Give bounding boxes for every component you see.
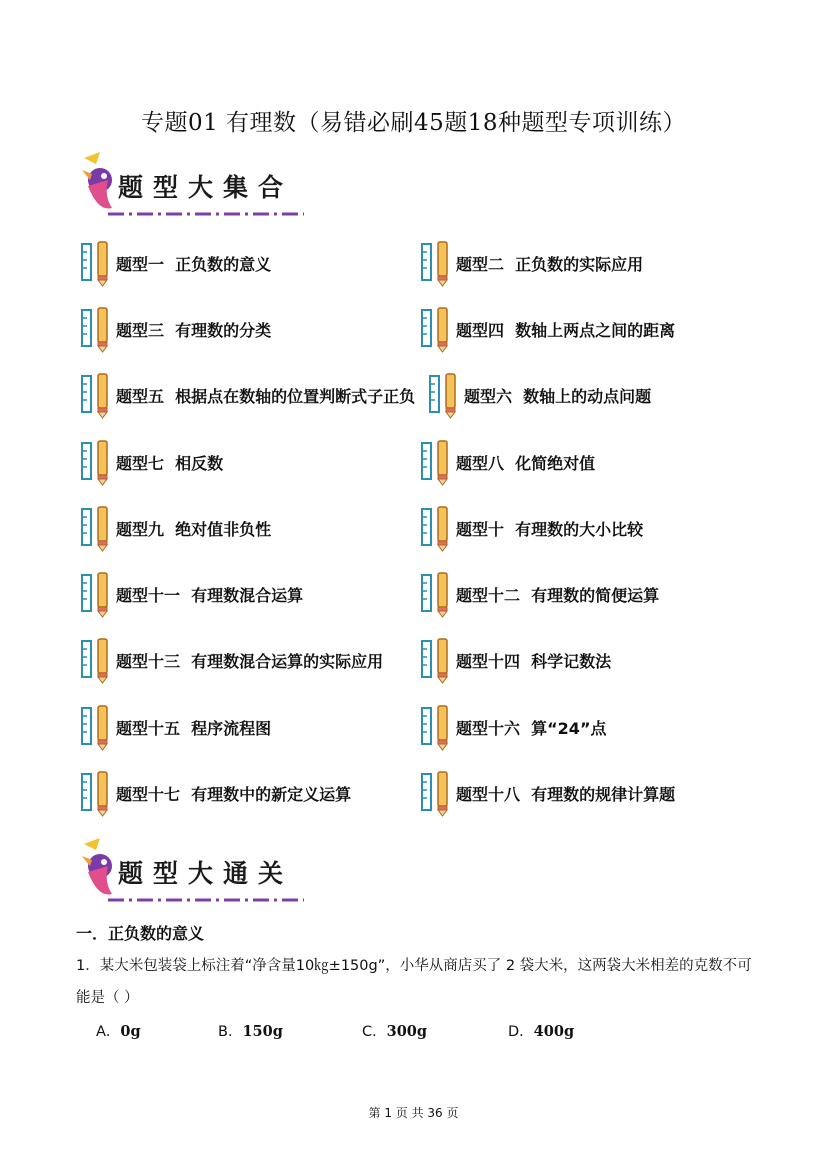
option-a[interactable]: A．0g [96,1023,141,1040]
topic-label: 题型六 数轴上的动点问题 [464,386,652,406]
ruler-pencil-icon [420,437,454,487]
ruler-pencil-icon [420,569,454,619]
ruler-pencil-icon [420,238,454,288]
ruler-pencil-icon [80,304,114,354]
ruler-pencil-icon [428,370,462,420]
topic-item[interactable] [428,370,651,420]
question-text: 1．某大米包装袋上标注着“净含量10㎏±150g”，小华从商店买了 2 袋大米，这两袋大米相差的克数不可能是（ ） [76,958,752,1006]
topic-item[interactable] [420,702,606,752]
topic-label: 题型一 正负数的意义 [116,254,272,274]
topic-item[interactable] [80,569,303,619]
ruler-pencil-icon [80,569,114,619]
option-c[interactable]: C．300g [362,1023,428,1040]
topic-label: 题型八 化简绝对值 [456,453,596,473]
topic-item[interactable] [80,304,271,354]
topic-item[interactable] [420,238,643,288]
topic-label: 题型十三 有理数混合运算的实际应用 [116,651,384,671]
ruler-pencil-icon [80,370,114,420]
section-heading: 一．正负数的意义 [76,924,205,943]
topic-label: 题型十四 科学记数法 [456,651,612,671]
topic-label: 题型十 有理数的大小比较 [456,519,644,539]
topic-label: 题型十二 有理数的简便运算 [456,585,660,605]
topic-label: 题型十八 有理数的规律计算题 [456,784,676,804]
ruler-pencil-icon [80,768,114,818]
topic-practice-banner [78,836,308,906]
ruler-pencil-icon [420,635,454,685]
topic-item[interactable] [420,503,643,553]
topic-label: 题型四 数轴上两点之间的距离 [456,320,676,340]
ruler-pencil-icon [80,238,114,288]
topic-item[interactable] [80,635,383,685]
option-d[interactable]: D．400g [508,1023,575,1040]
topic-label: 题型五 根据点在数轴的位置判断式子正负 [116,386,416,406]
ruler-pencil-icon [80,503,114,553]
option-b[interactable]: B．150g [218,1023,283,1040]
topic-label: 题型九 绝对值非负性 [116,519,272,539]
ruler-pencil-icon [80,437,114,487]
topic-collection-banner [78,150,308,220]
topic-item[interactable] [80,503,271,553]
topic-item[interactable] [420,635,611,685]
topic-label: 题型二 正负数的实际应用 [456,254,644,274]
topic-item[interactable] [80,768,351,818]
topic-label: 题型十五 程序流程图 [116,718,272,738]
topic-item[interactable] [420,768,675,818]
topic-label: 题型三 有理数的分类 [116,320,272,340]
topic-item[interactable] [80,370,415,420]
ruler-pencil-icon [420,768,454,818]
page-footer: 第 1 页 共 36 页 [368,1106,459,1120]
ruler-pencil-icon [420,304,454,354]
topic-label: 题型十六 算“24”点 [456,718,607,738]
ruler-pencil-icon [420,702,454,752]
document-title: 专题01 有理数（易错必刷45题18种题型专项训练） [140,110,687,136]
ruler-pencil-icon [80,635,114,685]
banner-title: 题型大集合 [118,173,294,202]
topic-item[interactable] [80,238,271,288]
topic-label: 题型十七 有理数中的新定义运算 [116,784,352,804]
topic-label: 题型十一 有理数混合运算 [116,585,304,605]
topic-item[interactable] [80,702,271,752]
topic-item[interactable] [80,437,223,487]
topic-label: 题型七 相反数 [116,453,224,473]
banner-title: 题型大通关 [118,859,294,888]
ruler-pencil-icon [420,503,454,553]
ruler-pencil-icon [80,702,114,752]
topic-item[interactable] [420,569,659,619]
topic-item[interactable] [420,304,675,354]
topic-item[interactable] [420,437,595,487]
